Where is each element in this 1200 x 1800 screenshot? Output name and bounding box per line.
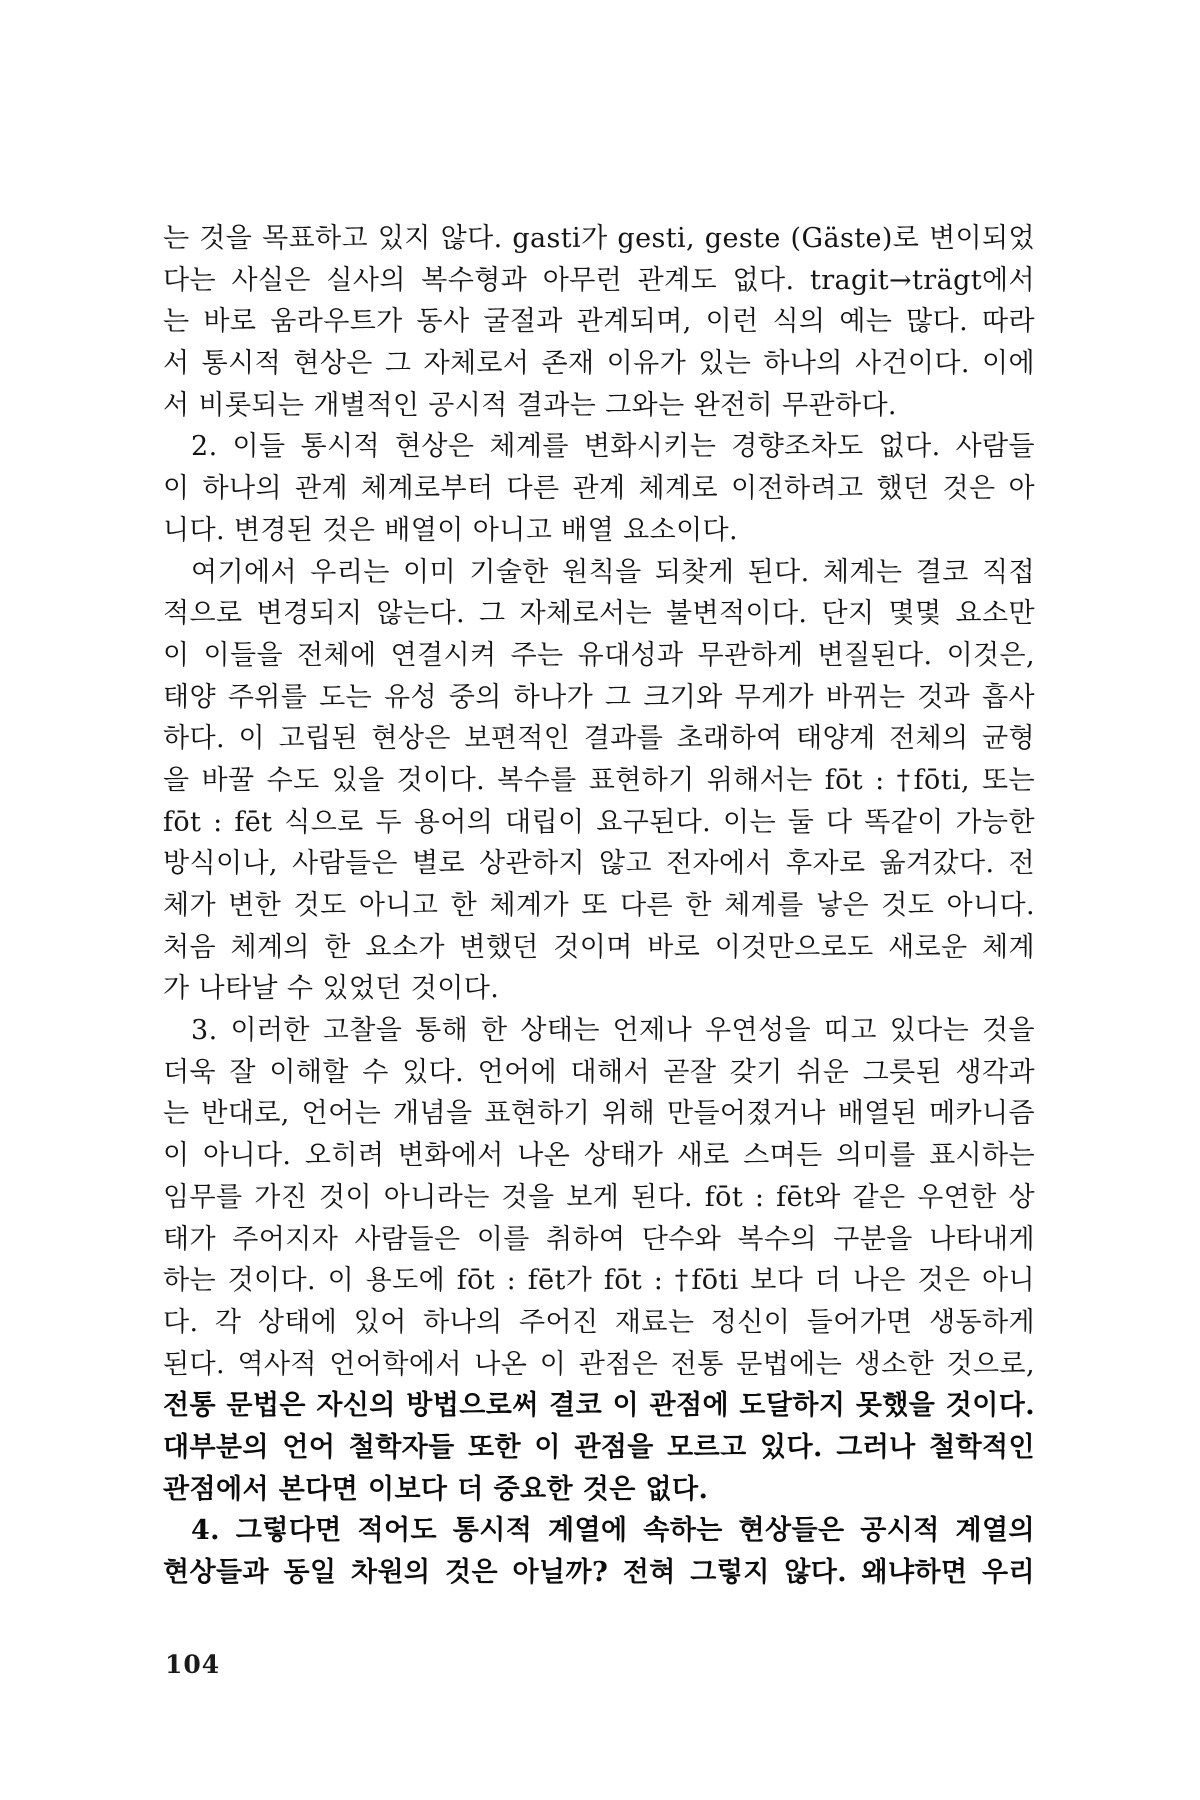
- text-line: 2. 이들 통시적 현상은 체계를 변화시키는 경향조차도 없다. 사람들: [191, 431, 1035, 463]
- text-line: 서 통시적 현상은 그 자체로서 존재 이유가 있는 하나의 사건이다. 이에: [163, 348, 1035, 380]
- text-line: 임무를 가진 것이 아니라는 것을 보게 된다. fōt : fēt와 같은 우연한 상: [163, 1181, 1035, 1213]
- text-line: fōt : fēt 식으로 두 용어의 대립이 요구된다. 이는 둘 다 똑같이 가능한: [163, 806, 1035, 838]
- text-line: 이 이들을 전체에 연결시켜 주는 유대성과 무관하게 변질된다. 이것은,: [163, 639, 1035, 671]
- text-line: 여기에서 우리는 이미 기술한 원칙을 되찾게 된다. 체계는 결코 직접: [191, 556, 1035, 588]
- text-line: 처음 체계의 한 요소가 변했던 것이며 바로 이것만으로도 새로운 체계: [163, 931, 1035, 963]
- text-line: 관점에서 본다면 이보다 더 중요한 것은 없다.: [163, 1473, 709, 1505]
- text-line: 는 것을 목표하고 있지 않다. gasti가 gesti, geste (Gäste)로 변이되었: [163, 223, 1035, 254]
- text-line: 을 바꿀 수도 있을 것이다. 복수를 표현하기 위해서는 fōt : †fōti, 또는: [163, 764, 1035, 796]
- text-line: 대부분의 언어 철학자들 또한 이 관점을 모르고 있다. 그러나 철학적인: [163, 1431, 1035, 1463]
- text-line: 서 비롯되는 개별적인 공시적 결과는 그와는 완전히 무관하다.: [163, 389, 897, 421]
- body-text: [163, 218, 1035, 1594]
- text-line: 된다. 역사적 언어학에서 나온 이 관점은 전통 문법에는 생소한 것으로,: [163, 1348, 1035, 1380]
- text-line: 태양 주위를 도는 유성 중의 하나가 그 크기와 무게가 바뀌는 것과 흡사: [163, 681, 1035, 713]
- text-line: 체가 변한 것도 아니고 한 체계가 또 다른 한 체계를 낳은 것도 아니다.: [163, 890, 1035, 921]
- text-line: 하는 것이다. 이 용도에 fōt : fēt가 fōt : †fōti 보다 더 나은 것은 아니: [163, 1265, 1035, 1297]
- text-line: 이 아니다. 오히려 변화에서 나온 상태가 새로 스며든 의미를 표시하는: [163, 1140, 1035, 1172]
- text-line: 이 하나의 관계 체계로부터 다른 관계 체계로 이전하려고 했던 것은 아: [163, 473, 1035, 505]
- text-line: 적으로 변경되지 않는다. 그 자체로서는 불변적이다. 단지 몇몇 요소만: [163, 598, 1035, 630]
- text-line: 태가 주어지자 사람들은 이를 취하여 단수와 복수의 구분을 나타내게: [163, 1223, 1035, 1255]
- page-number: 104: [165, 1650, 221, 1679]
- text-line: 가 나타날 수 있었던 것이다.: [163, 973, 500, 1005]
- text-line: 3. 이러한 고찰을 통해 한 상태는 언제나 우연성을 띠고 있다는 것을: [191, 1015, 1035, 1047]
- text-line: 니다. 변경된 것은 배열이 아니고 배열 요소이다.: [163, 514, 739, 546]
- text-line: 는 바로 움라우트가 동사 굴절과 관계되며, 이런 식의 예는 많다. 따라: [163, 306, 1035, 338]
- text-line: 전통 문법은 자신의 방법으로써 결코 이 관점에 도달하지 못했을 것이다.: [163, 1390, 1035, 1422]
- text-line: 더욱 잘 이해할 수 있다. 언어에 대해서 곧잘 갖기 쉬운 그릇된 생각과: [163, 1056, 1035, 1088]
- text-line: 하다. 이 고립된 현상은 보편적인 결과를 초래하여 태양계 전체의 균형: [163, 723, 1035, 755]
- text-line: 방식이나, 사람들은 별로 상관하지 않고 전자에서 후자로 옮겨갔다. 전: [163, 848, 1035, 880]
- text-line: 다는 사실은 실사의 복수형과 아무런 관계도 없다. tragit→trägt에서: [163, 264, 1035, 296]
- text-line: 현상들과 동일 차원의 것은 아닐까? 전혀 그렇지 않다. 왜냐하면 우리: [163, 1557, 1035, 1588]
- text-line: 는 반대로, 언어는 개념을 표현하기 위해 만들어졌거나 배열된 메카니즘: [163, 1098, 1035, 1130]
- text-line: 4. 그렇다면 적어도 통시적 계열에 속하는 현상들은 공시적 계열의: [191, 1515, 1035, 1547]
- text-line: 다. 각 상태에 있어 하나의 주어진 재료는 정신이 들어가면 생동하게: [163, 1306, 1035, 1338]
